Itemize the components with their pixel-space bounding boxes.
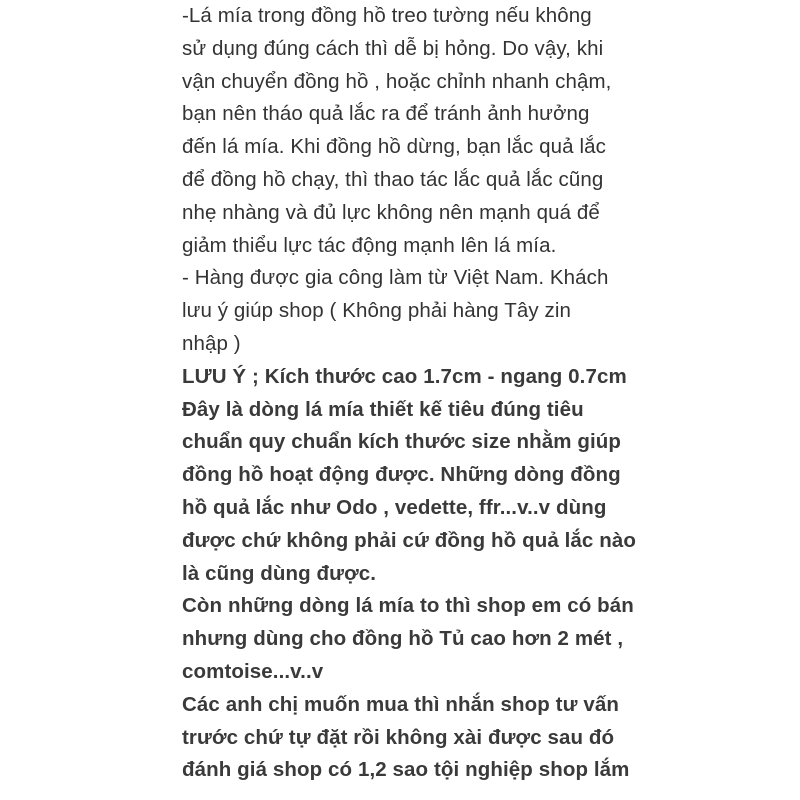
text-line: Đây là dòng lá mía thiết kế tiêu đúng tiêu — [182, 397, 584, 421]
text-line: nhẹ nhàng và đủ lực không nên mạnh quá để — [182, 200, 600, 224]
text-line: Còn những dòng lá mía to thì shop em có bán — [182, 594, 634, 618]
text-line: để đồng hồ chạy, thì thao tác lắc quả lắc cũng — [182, 167, 604, 191]
text-line: đồng hồ hoạt động được. Những dòng đồng — [182, 463, 621, 487]
text-line: -Lá mía trong đồng hồ treo tường nếu không — [182, 4, 592, 27]
description-paragraph-note — [182, 361, 652, 787]
text-line: là cũng dùng được. — [182, 561, 377, 585]
product-description — [182, 0, 652, 787]
text-line: được chứ không phải cứ đồng hồ quả lắc nào — [182, 528, 636, 552]
text-line: nhưng dùng cho đồng hồ Tủ cao hơn 2 mét , — [182, 627, 624, 651]
text-line: hồ quả lắc như Odo , vedette, ffr...v..v dùng — [182, 495, 607, 519]
text-line: comtoise...v..v — [182, 659, 324, 683]
text-line: đánh giá shop có 1,2 sao tội nghiệp shop lắm — [182, 758, 630, 782]
text-line: trước chứ tự đặt rồi không xài được sau đó — [182, 725, 615, 749]
text-line: - Hàng được gia công làm từ Việt Nam. Khách — [182, 266, 609, 290]
text-line: đến lá mía. Khi đồng hồ dừng, bạn lắc quả lắc — [182, 135, 606, 159]
text-line: LƯU Ý ; Kích thước cao 1.7cm - ngang 0.7cm — [182, 364, 627, 388]
text-line: chuẩn quy chuẩn kích thước size nhằm giúp — [182, 430, 622, 454]
text-line: sử dụng đúng cách thì dễ bị hỏng. Do vậy, khi — [182, 36, 604, 60]
description-paragraph-regular — [182, 0, 652, 361]
text-line: vận chuyển đồng hồ , hoặc chỉnh nhanh chậm, — [182, 69, 612, 93]
text-line: nhập ) — [182, 331, 241, 355]
text-line: Các anh chị muốn mua thì nhắn shop tư vấn — [182, 692, 619, 716]
text-line: lưu ý giúp shop ( Không phải hàng Tây zin — [182, 299, 571, 323]
text-line: giảm thiểu lực tác động mạnh lên lá mía. — [182, 233, 557, 257]
text-line: bạn nên tháo quả lắc ra để tránh ảnh hưởng — [182, 102, 590, 126]
